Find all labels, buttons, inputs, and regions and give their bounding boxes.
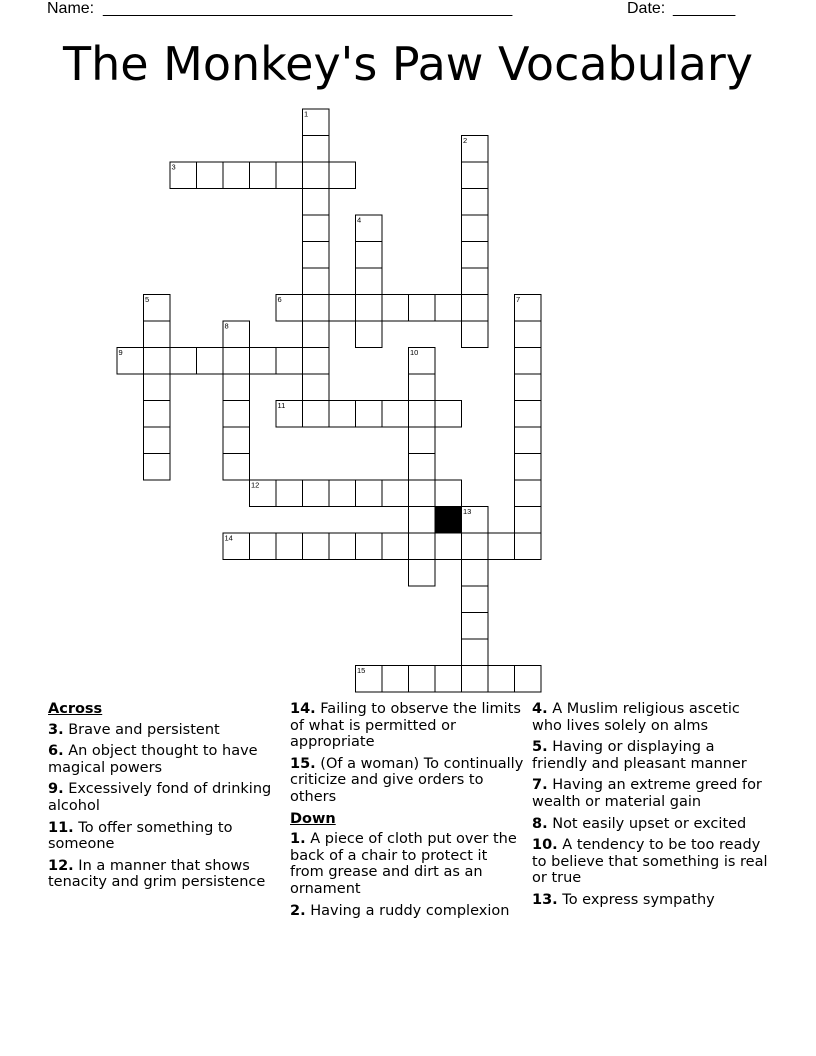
grid-cell[interactable] <box>303 242 330 269</box>
clue-text: To express sympathy <box>562 891 715 908</box>
grid-cell[interactable] <box>144 401 171 428</box>
clue-text: A tendency to be too ready to believe that something is real or true <box>532 837 768 887</box>
grid-cell[interactable] <box>409 374 436 401</box>
grid-cell[interactable] <box>303 348 330 375</box>
clues-column-3 <box>532 701 772 914</box>
cell-number: 2 <box>463 136 468 145</box>
grid-cell[interactable] <box>462 533 489 560</box>
clue-item <box>532 816 772 833</box>
clue-text: (Of a woman) To continually criticize and give orders to others <box>290 755 524 805</box>
clue-text: Brave and persistent <box>68 721 220 738</box>
grid-cell[interactable] <box>409 560 436 587</box>
grid-cell[interactable] <box>382 295 409 322</box>
grid-cell[interactable] <box>409 533 436 560</box>
clue-number: 11. <box>48 819 74 836</box>
grid-cell[interactable] <box>223 348 250 375</box>
grid-cell[interactable] <box>303 215 330 242</box>
grid-cell[interactable] <box>409 454 436 481</box>
grid-cell[interactable] <box>329 533 356 560</box>
grid-cell[interactable] <box>223 427 250 454</box>
black-cell <box>435 507 462 534</box>
grid-cell[interactable] <box>409 295 436 322</box>
grid-cell[interactable] <box>303 162 330 189</box>
clue-item <box>48 743 280 776</box>
clue-number: 7. <box>532 777 548 794</box>
grid-cell[interactable] <box>515 480 542 507</box>
grid-cell[interactable] <box>462 321 489 348</box>
grid-cell[interactable] <box>462 666 489 693</box>
grid-cell[interactable] <box>435 666 462 693</box>
clue-item <box>532 837 772 887</box>
clue-number: 9. <box>48 781 64 798</box>
grid-cell[interactable] <box>515 666 542 693</box>
clue-text: Not easily upset or excited <box>552 815 747 832</box>
grid-cell[interactable] <box>144 427 171 454</box>
grid-cell[interactable] <box>303 480 330 507</box>
grid-cell[interactable] <box>435 295 462 322</box>
name-line[interactable]: ______________________________________________ <box>103 0 513 17</box>
grid-cell[interactable] <box>356 242 383 269</box>
cell-number: 10 <box>410 348 419 357</box>
grid-cell[interactable] <box>488 666 515 693</box>
across-heading: Across <box>48 701 103 717</box>
grid-cell[interactable] <box>223 162 250 189</box>
grid-cell[interactable] <box>462 189 489 216</box>
grid-cell[interactable] <box>409 666 436 693</box>
grid-cell[interactable] <box>435 401 462 428</box>
clue-number: 5. <box>532 739 548 756</box>
cell-number: 4 <box>357 215 362 225</box>
grid-cell[interactable] <box>515 348 542 375</box>
clue-text: A piece of cloth put over the back of a chair to protect it from grease and dirt as an ornament <box>290 831 517 897</box>
clue-item <box>290 903 525 920</box>
clue-item <box>290 701 525 751</box>
grid-cell[interactable] <box>515 533 542 560</box>
grid-cell[interactable] <box>462 560 489 587</box>
grid-cell[interactable] <box>303 189 330 216</box>
grid-cell[interactable] <box>250 533 277 560</box>
cell-number: 14 <box>224 533 233 543</box>
grid-cell[interactable] <box>409 507 436 534</box>
grid-cell[interactable] <box>462 639 489 666</box>
grid-cell[interactable] <box>356 401 383 428</box>
grid-cell[interactable] <box>382 666 409 693</box>
grid-cell[interactable] <box>303 533 330 560</box>
page-title: The Monkey's Paw Vocabulary <box>63 37 753 91</box>
grid-cell[interactable] <box>356 321 383 348</box>
clue-item <box>48 722 280 739</box>
clue-item <box>48 858 280 891</box>
date-label: Date: <box>627 0 666 17</box>
grid-cell[interactable] <box>197 162 224 189</box>
clue-text: Failing to observe the limits of what is permitted or appropriate <box>290 701 521 751</box>
clue-text: An object thought to have magical powers <box>48 743 258 776</box>
grid-cell[interactable] <box>329 480 356 507</box>
clues-column-2 <box>290 701 525 924</box>
grid-cell[interactable] <box>462 242 489 269</box>
grid-cell[interactable] <box>303 321 330 348</box>
grid-cell[interactable] <box>329 401 356 428</box>
grid-cell[interactable] <box>223 401 250 428</box>
grid-cell[interactable] <box>462 215 489 242</box>
grid-cell[interactable] <box>462 295 489 322</box>
clue-number: 1. <box>290 831 306 848</box>
grid-cell[interactable] <box>223 374 250 401</box>
clue-text: Excessively fond of drinking alcohol <box>48 781 272 814</box>
grid-cell[interactable] <box>435 533 462 560</box>
grid-cell[interactable] <box>329 295 356 322</box>
grid-cell[interactable] <box>409 480 436 507</box>
grid-cell[interactable] <box>409 401 436 428</box>
clue-item <box>48 820 280 853</box>
grid-cell[interactable] <box>223 454 250 481</box>
cell-number: 15 <box>357 666 366 675</box>
grid-cell[interactable] <box>144 348 171 375</box>
grid-cell[interactable] <box>356 268 383 295</box>
grid-cell[interactable] <box>515 427 542 454</box>
clue-text: In a manner that shows tenacity and grim persistence <box>48 857 266 891</box>
grid-cell[interactable] <box>462 268 489 295</box>
clue-text: To offer something to someone <box>48 819 233 853</box>
grid-cell[interactable] <box>462 613 489 640</box>
clue-number: 12. <box>48 857 74 874</box>
cell-number: 1 <box>304 109 309 119</box>
grid-cell[interactable] <box>382 401 409 428</box>
grid-cell[interactable] <box>356 480 383 507</box>
clue-number: 13. <box>532 891 558 908</box>
grid-cell[interactable] <box>303 401 330 428</box>
name-label: Name: <box>47 0 95 17</box>
clue-text: A Muslim religious ascetic who lives solely on alms <box>532 701 740 734</box>
grid-cell[interactable] <box>435 480 462 507</box>
cell-number: 9 <box>118 348 123 357</box>
clue-item <box>290 831 525 897</box>
clue-item <box>532 777 772 810</box>
grid-cell[interactable] <box>303 136 330 163</box>
clue-number: 15. <box>290 755 316 772</box>
clue-item <box>48 781 280 814</box>
clue-number: 8. <box>532 815 548 832</box>
cell-number: 7 <box>516 295 521 304</box>
clue-number: 4. <box>532 701 548 717</box>
grid-cell[interactable] <box>170 348 197 375</box>
grid-cell[interactable] <box>250 162 277 189</box>
clue-number: 3. <box>48 721 64 738</box>
cell-number: 5 <box>145 295 150 304</box>
grid-cell[interactable] <box>409 427 436 454</box>
grid-cell[interactable] <box>515 454 542 481</box>
clue-text: Having or displaying a friendly and pleasant manner <box>532 739 747 772</box>
grid-cell[interactable] <box>515 321 542 348</box>
grid-cell[interactable] <box>144 374 171 401</box>
grid-cell[interactable] <box>382 533 409 560</box>
clue-number: 2. <box>290 902 306 919</box>
grid-cell[interactable] <box>515 507 542 534</box>
clue-number: 6. <box>48 743 64 760</box>
clue-text: Having a ruddy complexion <box>310 902 510 919</box>
grid-cell[interactable] <box>329 162 356 189</box>
grid-cell[interactable] <box>462 586 489 613</box>
grid-cell[interactable] <box>250 348 277 375</box>
cell-number: 13 <box>463 507 472 516</box>
grid-cell[interactable] <box>197 348 224 375</box>
cell-number: 3 <box>171 162 176 172</box>
grid-cell[interactable] <box>356 295 383 322</box>
cell-number: 11 <box>277 401 286 410</box>
grid-cell[interactable] <box>515 401 542 428</box>
grid-cell[interactable] <box>488 533 515 560</box>
down-heading: Down <box>290 810 336 827</box>
grid-cell[interactable] <box>144 454 171 481</box>
clue-item <box>532 701 772 734</box>
clue-item <box>532 739 772 772</box>
grid-cell[interactable] <box>144 321 171 348</box>
grid-cell[interactable] <box>303 374 330 401</box>
grid-cell[interactable] <box>276 162 303 189</box>
clue-text: Having an extreme greed for wealth or material gain <box>532 777 762 810</box>
cell-number: 6 <box>277 295 282 304</box>
clue-item <box>532 892 772 909</box>
cell-number: 12 <box>251 480 260 490</box>
grid-cell[interactable] <box>382 480 409 507</box>
grid-cell[interactable] <box>276 348 303 375</box>
clues-column-1 <box>48 701 280 896</box>
grid-cell[interactable] <box>462 162 489 189</box>
clue-number: 10. <box>532 837 558 854</box>
clue-number: 14. <box>290 701 316 717</box>
grid-cell[interactable] <box>303 268 330 295</box>
cell-number: 8 <box>224 321 229 331</box>
clue-item <box>290 756 525 806</box>
grid-cell[interactable] <box>276 533 303 560</box>
grid-cell[interactable] <box>276 480 303 507</box>
date-line[interactable]: _______ <box>673 0 736 17</box>
grid-cell[interactable] <box>356 533 383 560</box>
grid-cell[interactable] <box>303 295 330 322</box>
grid-cell[interactable] <box>515 374 542 401</box>
